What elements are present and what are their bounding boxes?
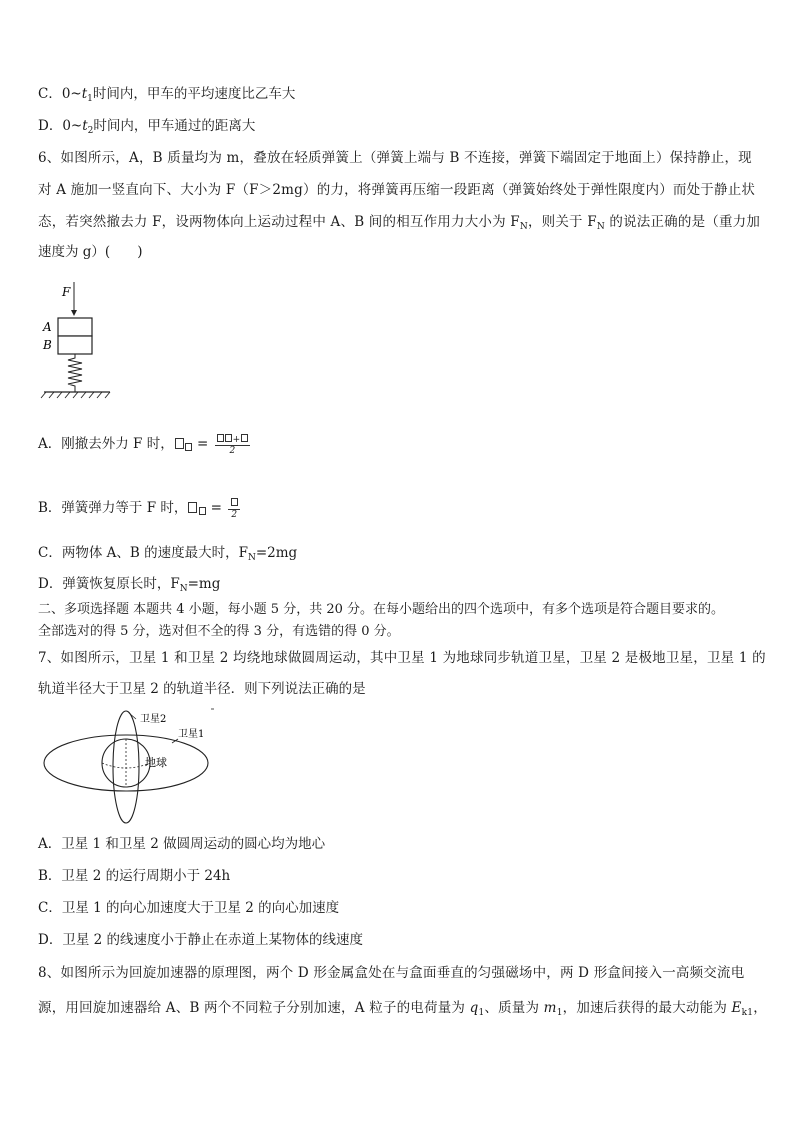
q5-option-c-text: 时间内，甲车的平均速度比乙车大: [92, 86, 296, 102]
q8-line2-d: ，: [753, 1000, 767, 1016]
force-label: F: [62, 285, 71, 299]
q7-orbit-figure: [38, 705, 228, 830]
q6-option-d-sub: N: [179, 584, 188, 594]
q6-option-b: [38, 496, 240, 520]
q6-option-b-text: B．弹簧弹力等于 F 时，: [38, 500, 188, 516]
block-b: [58, 336, 92, 354]
q7-option-d: D．卫星 2 的线速度小于静止在赤道上某物体的线速度: [38, 932, 363, 948]
q6-line3-c: 的说法正确的是（重力加: [604, 214, 761, 230]
q6-option-b-fraction: [228, 498, 240, 520]
q6-option-b-den: 2: [231, 509, 238, 520]
q5-option-d-text: 时间内，甲车通过的距离大: [93, 118, 256, 134]
q6-option-a-den: 2: [229, 445, 236, 456]
section2-line1: 二、多项选择题 本题共 4 小题，每小题 5 分，共 20 分。在每小题给出的四个选项中，有多个选项是符合题目要求的。: [38, 602, 725, 617]
q8-energy-sub: k1: [741, 1008, 754, 1018]
q5-option-c-t: t: [81, 86, 88, 102]
q8-line2-b: 、质量为: [484, 1000, 544, 1016]
q5-option-c-sub: 1: [87, 94, 93, 104]
force-arrowhead: [71, 310, 77, 316]
q6-stem-line1: 6、如图所示，A，B 质量均为 m，叠放在轻质弹簧上（弹簧上端与 B 不连接，弹簧下端固定于地面上）保持静止，现: [38, 150, 752, 166]
q7-stem-line2: 轨道半径大于卫星 2 的轨道半径．则下列说法正确的是: [38, 681, 366, 697]
q8-stem-line1: 8、如图所示为回旋加速器的原理图，两个 D 形金属盒处在与盒面垂直的匀强磁场中，两 D 形盒间接入一高频交流电: [38, 965, 745, 981]
q6-option-a-text: A．刚撤去外力 F 时，: [38, 436, 174, 452]
q8-mass-sub: 1: [556, 1008, 563, 1018]
q8-charge-symbol: q: [469, 1000, 479, 1016]
block-b-label: B: [43, 338, 52, 352]
q7-stem-line1: 7、如图所示，卫星 1 和卫星 2 均绕地球做圆周运动，其中卫星 1 为地球同步轨道卫星，卫星 2 是极地卫星，卫星 1 的: [38, 650, 766, 666]
q6-spring-figure: [38, 280, 128, 405]
q6-stem-line2: 对 A 施加一竖直向下、大小为 F（F＞2mg）的力，将弹簧再压缩一段距离（弹簧始终处于弹性限度内）而处于静止状: [38, 182, 756, 198]
q8-mass-symbol: m: [543, 1000, 557, 1016]
q6-option-c-tail: =2mg: [255, 545, 298, 561]
block-a: [58, 318, 92, 336]
q6-option-d: [38, 572, 220, 594]
q5-option-d-sub: 2: [87, 126, 94, 136]
satellite1-label: 卫星1: [178, 729, 205, 740]
q6-stem-line3: [38, 210, 760, 232]
q6-line3-a: 态，若突然撤去力 F，设两物体向上运动过程中 A、B 间的相互作用力大小为 F: [38, 214, 520, 230]
q6-option-c-text: C．两物体 A、B 的速度最大时，F: [38, 545, 248, 561]
q7-option-a: A．卫星 1 和卫星 2 做圆周运动的圆心均为地心: [38, 836, 326, 852]
q7-option-c: C．卫星 1 的向心加速度大于卫星 2 的向心加速度: [38, 900, 340, 916]
satellite2-label: 卫星2: [140, 714, 167, 725]
q6-option-c: [38, 541, 297, 563]
q5-option-c: [38, 82, 295, 104]
q5-option-d-t: t: [82, 118, 88, 134]
q8-charge-sub: 1: [478, 1008, 485, 1018]
q6-line3-sub: N: [519, 222, 528, 232]
q6-option-b-eq: =: [210, 500, 222, 516]
block-a-label: A: [43, 320, 52, 334]
q8-energy-symbol: E: [731, 1000, 742, 1016]
q6-option-d-text: D．弹簧恢复原长时，F: [38, 576, 180, 592]
section2-line2: 全部选对的得 5 分，选对但不全的得 3 分，有选错的得 0 分。: [38, 624, 400, 639]
q6-option-d-tail: =mg: [187, 576, 221, 592]
q6-line3-sub2: N: [596, 222, 605, 232]
q8-stem-line2: [38, 996, 767, 1018]
q6-option-c-sub: N: [247, 553, 256, 563]
q6-option-a-eq: =: [197, 436, 209, 452]
q6-stem-line4: 速度为 g）( ): [38, 244, 143, 260]
ground-hatch: [41, 392, 110, 398]
q8-line2-c: ，加速后获得的最大动能为: [562, 1000, 732, 1016]
q5-option-d-prefix: D．0~: [38, 118, 83, 134]
q7-option-b: B．卫星 2 的运行周期小于 24h: [38, 868, 231, 884]
q6-line3-b: ，则关于 F: [527, 214, 597, 230]
q8-line2-a: 源，用回旋加速器给 A、B 两个不同粒子分别加速，A 粒子的电荷量为: [38, 1000, 470, 1016]
spring: [68, 354, 82, 392]
earth-label: 地球: [145, 756, 167, 769]
q6-option-a-fraction: $\frac{+}{2}$: [215, 434, 251, 456]
q5-option-c-prefix: C．0~: [38, 86, 82, 102]
q6-option-a: [38, 432, 250, 456]
q5-option-d: [38, 114, 255, 136]
